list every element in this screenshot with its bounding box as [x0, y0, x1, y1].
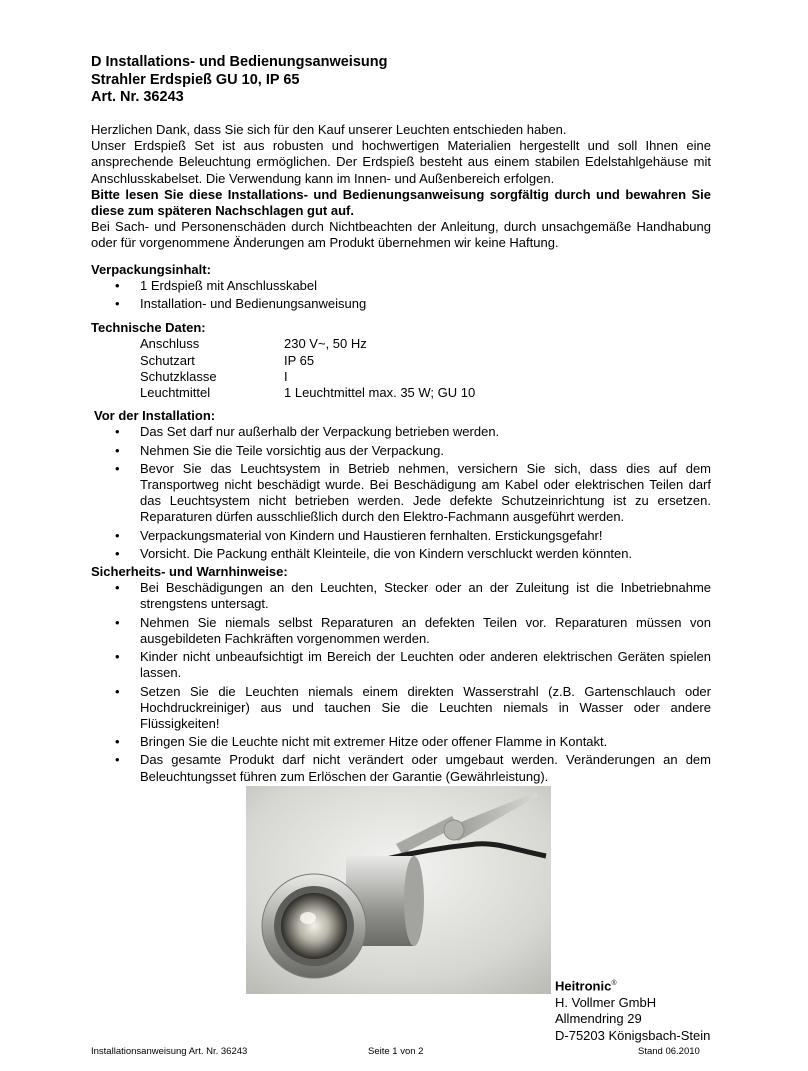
registered-mark: ® [611, 980, 617, 987]
list-item: • 1 Erdspieß mit Anschlusskabel [115, 277, 318, 293]
bullet-icon: • [115, 614, 120, 630]
list-item: • Bei Beschädigungen an den Leuchten, Stecker oder an der Zuleitung ist die Inbetriebnahme strengstens untersagt. [115, 580, 711, 612]
bullet-icon: • [115, 683, 120, 699]
list-item: • Nehmen Sie niemals selbst Reparaturen an defekten Teilen vor. Reparaturen müssen von ausgebildeten Fachkräften vorgenommen werden. [115, 614, 711, 646]
table-row: Leuchtmittel 1 Leuchtmittel max. 35 W; GU 10 [140, 385, 476, 401]
footer-left: Installationsanweisung Art. Nr. 36243 [91, 1046, 248, 1057]
company-street: Allmendring 29 [555, 1011, 642, 1027]
document-title [91, 54, 387, 107]
safety-heading: Sicherheits- und Warnhinweise: [91, 564, 288, 580]
list-item: • Das gesamte Produkt darf nicht verändert oder umgebaut werden. Veränderungen an dem Beleuchtungsset führen zum Erlöschen der Garantie (Gewährleistung). [115, 752, 711, 784]
company-brand: Heitronic® [555, 978, 617, 994]
packaging-heading: Verpackungsinhalt: [91, 261, 211, 277]
before-installation-heading: Vor der Installation: [94, 408, 216, 424]
list-item: • Verpackungsmaterial von Kindern und Haustieren fernhalten. Erstickungsgefahr! [115, 527, 603, 543]
list-item: • Bringen Sie die Leuchte nicht mit extremer Hitze oder offener Flamme in Kontakt. [115, 734, 608, 750]
list-item: • Setzen Sie die Leuchten niemals einem direkten Wasserstrahl (z.B. Gartenschlauch oder Hochdruckreiniger) aus und tauchen Sie die Leuchten niemals in Wasser oder andere Flüssigkeiten! [115, 683, 711, 731]
intro-thanks: Herzlichen Dank, dass Sie sich für den Kauf unserer Leuchten entschieden haben. [91, 122, 567, 137]
title-line-1: D Installations- und Bedienungsanweisung [91, 54, 388, 70]
footer-page-number: Seite 1 von 2 [368, 1046, 424, 1057]
intro-liability: Bei Sach- und Personenschäden durch Nichtbeachten der Anleitung, durch unsachgemäße Handhabung oder für vorgenommene Änderungen am Produkt übernehmen wir keine Haftung. [91, 219, 711, 251]
bullet-icon: • [115, 527, 120, 543]
intro-read-notice: Bitte lesen Sie diese Installations- und Bedienungsanweisung sorgfältig durch und bewahren Sie diese zum späteren Nachschlagen gut auf. [91, 186, 711, 219]
list-item: • Vorsicht. Die Packung enthält Kleinteile, die von Kindern verschluckt werden könnten. [115, 545, 633, 561]
intro-description: Unser Erdspieß Set ist aus robusten und hochwertigen Materialien hergestellt und soll Ihnen eine ansprechende Beleuchtung ermöglichen. Der Erdspieß besteht aus einem stabilen Edelstahlgehäuse mit Anschlusskabelset. Die Verwendung kann im Innen- und Außenbereich erfolgen. [91, 138, 711, 186]
before-installation-list [91, 424, 711, 562]
company-name: H. Vollmer GmbH [555, 994, 657, 1010]
bullet-icon: • [115, 734, 120, 750]
company-city: D-75203 Königsbach-Stein [555, 1027, 711, 1043]
table-row: Anschluss 230 V~, 50 Hz [140, 336, 367, 352]
packaging-list [91, 278, 711, 312]
list-item: • Das Set darf nur außerhalb der Verpackung betrieben werden. [115, 424, 500, 440]
document-body [91, 122, 711, 787]
table-row: Schutzklasse I [140, 368, 288, 384]
bullet-icon: • [115, 460, 120, 476]
list-item: • Nehmen Sie die Teile vorsichtig aus der Verpackung. [115, 442, 444, 458]
bullet-icon: • [115, 545, 120, 561]
bullet-icon: • [115, 649, 120, 665]
product-photo [246, 786, 551, 994]
bullet-icon: • [115, 296, 120, 312]
bullet-icon: • [115, 752, 120, 768]
bullet-icon: • [115, 580, 120, 596]
bullet-icon: • [115, 277, 120, 293]
technical-heading: Technische Daten: [91, 320, 206, 336]
bullet-icon: • [115, 424, 120, 440]
list-item: • Installation- und Bedienungsanweisung [115, 296, 367, 312]
bullet-icon: • [115, 442, 120, 458]
footer-date: Stand 06.2010 [638, 1046, 700, 1057]
table-row: Schutzart IP 65 [140, 352, 315, 368]
company-address [555, 976, 710, 1044]
list-item: • Kinder nicht unbeaufsichtigt im Bereich der Leuchten oder anderen elektrischen Geräten spielen lassen. [115, 649, 711, 681]
list-item: • Bevor Sie das Leuchtsystem in Betrieb nehmen, versichern Sie sich, dass dies auf dem Transportweg nicht beschädigt wurde. Bei Beschädigung am Kabel oder elektrischen Teilen darf das Leuchtsystem nicht betrieben werden. Jede defekte Schutzeinrichtung ist zu ersetzen. Reparaturen dürfen ausschließlich durch den Elektro-Fachmann ausgeführt werden. [115, 460, 711, 525]
technical-table [91, 336, 711, 401]
title-line-3: Art. Nr. 36243 [91, 89, 184, 105]
title-line-2: Strahler Erdspieß GU 10, IP 65 [91, 71, 300, 88]
safety-list [91, 580, 711, 784]
